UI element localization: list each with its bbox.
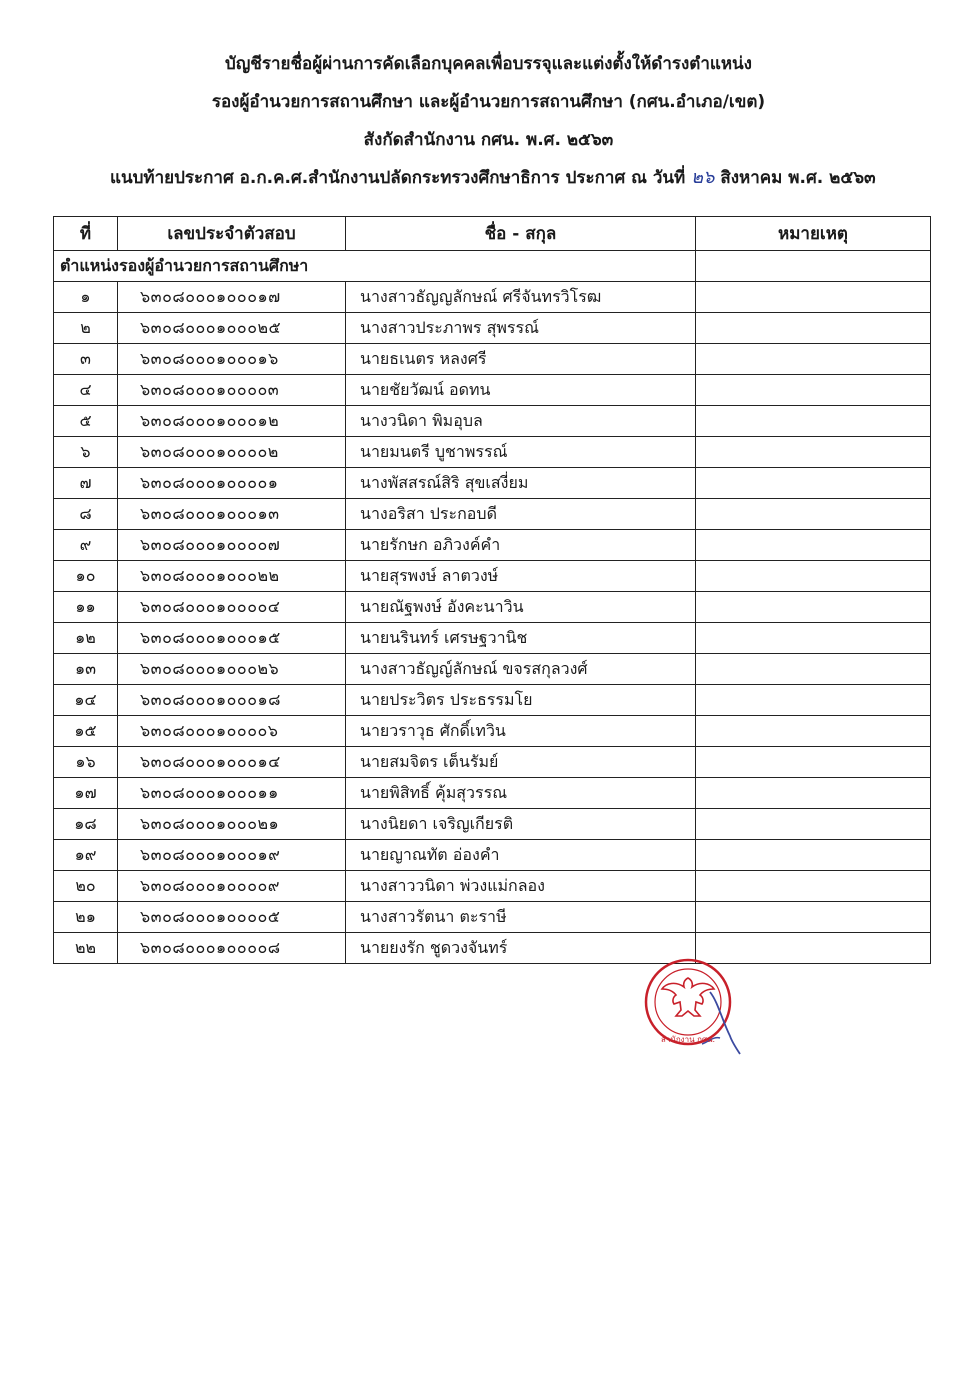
row-number: ๑	[54, 282, 118, 313]
row-remark	[696, 871, 931, 902]
row-remark	[696, 747, 931, 778]
table-row	[54, 685, 931, 716]
row-exam-id: ๖๓๐๘๐๐๐๑๐๐๐๒๕	[118, 313, 346, 344]
row-full-name: นายสุรพงษ์ ลาตวงษ์	[346, 561, 696, 592]
row-exam-id: ๖๓๐๘๐๐๐๑๐๐๐๑๑	[118, 778, 346, 809]
row-number: ๑๘	[54, 809, 118, 840]
row-number: ๑๐	[54, 561, 118, 592]
row-full-name: นายนรินทร์ เศรษฐวานิช	[346, 623, 696, 654]
row-remark	[696, 344, 931, 375]
row-number: ๘	[54, 499, 118, 530]
row-full-name: นายสมจิตร เต็นรัมย์	[346, 747, 696, 778]
candidate-table	[53, 216, 931, 964]
row-remark	[696, 840, 931, 871]
row-exam-id: ๖๓๐๘๐๐๐๑๐๐๐๐๘	[118, 933, 346, 964]
col-header-remark: หมายเหตุ	[696, 217, 931, 251]
row-exam-id: ๖๓๐๘๐๐๐๑๐๐๐๑๙	[118, 840, 346, 871]
table-row	[54, 747, 931, 778]
table-row	[54, 313, 931, 344]
row-exam-id: ๖๓๐๘๐๐๐๑๐๐๐๐๕	[118, 902, 346, 933]
row-full-name: นางอริสา ประกอบดี	[346, 499, 696, 530]
row-full-name: นางสาวธัญญ์ลักษณ์ ขจรสกุลวงศ์	[346, 654, 696, 685]
row-exam-id: ๖๓๐๘๐๐๐๑๐๐๐๑๗	[118, 282, 346, 313]
col-header-name: ชื่อ - สกุล	[346, 217, 696, 251]
row-number: ๑๑	[54, 592, 118, 623]
row-number: ๑๓	[54, 654, 118, 685]
row-full-name: นายมนตรี บูชาพรรณ์	[346, 437, 696, 468]
row-full-name: นางวนิดา พิมอุบล	[346, 406, 696, 437]
row-remark	[696, 778, 931, 809]
row-number: ๑๗	[54, 778, 118, 809]
row-exam-id: ๖๓๐๘๐๐๐๑๐๐๐๐๗	[118, 530, 346, 561]
row-remark	[696, 685, 931, 716]
row-number: ๖	[54, 437, 118, 468]
table-row	[54, 933, 931, 964]
table-row	[54, 809, 931, 840]
row-remark	[696, 902, 931, 933]
row-remark	[696, 809, 931, 840]
row-exam-id: ๖๓๐๘๐๐๐๑๐๐๐๑๕	[118, 623, 346, 654]
row-remark	[696, 654, 931, 685]
row-exam-id: ๖๓๐๘๐๐๐๑๐๐๐๑๓	[118, 499, 346, 530]
row-full-name: นายรักษก อภิวงค์คำ	[346, 530, 696, 561]
table-row	[54, 623, 931, 654]
col-header-exam-id: เลขประจำตัวสอบ	[118, 217, 346, 251]
row-exam-id: ๖๓๐๘๐๐๐๑๐๐๐๐๔	[118, 592, 346, 623]
col-header-number: ที่	[54, 217, 118, 251]
table-row	[54, 282, 931, 313]
row-number: ๕	[54, 406, 118, 437]
announcement-text-after: สิงหาคม พ.ศ. ๒๕๖๓	[714, 168, 876, 188]
row-number: ๑๔	[54, 685, 118, 716]
row-exam-id: ๖๓๐๘๐๐๐๑๐๐๐๑๔	[118, 747, 346, 778]
table-row	[54, 530, 931, 561]
row-remark	[696, 406, 931, 437]
seal-text: สำนักงาน กศน.	[660, 1035, 716, 1044]
row-remark	[696, 375, 931, 406]
garuda-seal-icon	[640, 952, 745, 1062]
table-row	[54, 344, 931, 375]
row-full-name: นายธเนตร หลงศรี	[346, 344, 696, 375]
row-remark	[696, 530, 931, 561]
row-exam-id: ๖๓๐๘๐๐๐๑๐๐๐๑๘	[118, 685, 346, 716]
table-row	[54, 840, 931, 871]
row-full-name: นายณัฐพงษ์ อังคะนาวิน	[346, 592, 696, 623]
row-full-name: นางสาวธัญญลักษณ์ ศรีจันทรวิโรฒ	[346, 282, 696, 313]
announcement-text-before: แนบท้ายประกาศ อ.ก.ค.ศ.สำนักงานปลัดกระทรวงศึกษาธิการ ประกาศ ณ วันที่	[110, 168, 692, 188]
row-full-name: นายชัยวัฒน์ อดทน	[346, 375, 696, 406]
row-number: ๑๒	[54, 623, 118, 654]
row-full-name: นางพัสสรณ์สิริ สุขเสงี่ยม	[346, 468, 696, 499]
row-remark	[696, 437, 931, 468]
row-exam-id: ๖๓๐๘๐๐๐๑๐๐๐๑๒	[118, 406, 346, 437]
table-row	[54, 499, 931, 530]
table-row	[54, 375, 931, 406]
row-number: ๒๑	[54, 902, 118, 933]
section-title: ตำแหน่งรองผู้อำนวยการสถานศึกษา	[54, 251, 696, 282]
table-row	[54, 778, 931, 809]
row-number: ๑๕	[54, 716, 118, 747]
table-row	[54, 716, 931, 747]
table-row	[54, 561, 931, 592]
document-title-line-2: รองผู้อำนวยการสถานศึกษา และผู้อำนวยการสถานศึกษา (กศน.อำเภอ/เขต)	[211, 92, 766, 112]
row-number: ๒	[54, 313, 118, 344]
announcement-reference-line	[110, 162, 890, 191]
row-exam-id: ๖๓๐๘๐๐๐๑๐๐๐๑๖	[118, 344, 346, 375]
row-full-name: นางสาววนิดา พ่วงแม่กลอง	[346, 871, 696, 902]
handwritten-day: ๒๖	[691, 167, 715, 188]
row-number: ๗	[54, 468, 118, 499]
row-full-name: นางสาวรัตนา ตะราษี	[346, 902, 696, 933]
document-title-line-3: สังกัดสำนักงาน กศน. พ.ศ. ๒๕๖๓	[363, 130, 614, 150]
document-title-line-1: บัญชีรายชื่อผู้ผ่านการคัดเลือกบุคคลเพื่อบรรจุและแต่งตั้งให้ดำรงตำแหน่ง	[225, 54, 752, 74]
row-full-name: นายประวิตร ประธรรมโย	[346, 685, 696, 716]
row-remark	[696, 499, 931, 530]
row-exam-id: ๖๓๐๘๐๐๐๑๐๐๐๐๓	[118, 375, 346, 406]
table-row	[54, 592, 931, 623]
row-number: ๙	[54, 530, 118, 561]
table-row	[54, 406, 931, 437]
row-remark	[696, 313, 931, 344]
row-number: ๑๙	[54, 840, 118, 871]
row-full-name: นางนิยดา เจริญเกียรติ	[346, 809, 696, 840]
row-exam-id: ๖๓๐๘๐๐๐๑๐๐๐๒๖	[118, 654, 346, 685]
table-row	[54, 654, 931, 685]
row-number: ๒๐	[54, 871, 118, 902]
row-number: ๔	[54, 375, 118, 406]
row-full-name: นายพิสิทธิ์ คุ้มสุวรรณ	[346, 778, 696, 809]
row-exam-id: ๖๓๐๘๐๐๐๑๐๐๐๐๖	[118, 716, 346, 747]
row-full-name: นายยงรัก ชูดวงจันทร์	[346, 933, 696, 964]
row-full-name: นายวราวุธ ศักดิ์เทวิน	[346, 716, 696, 747]
row-number: ๑๖	[54, 747, 118, 778]
row-remark	[696, 282, 931, 313]
row-exam-id: ๖๓๐๘๐๐๐๑๐๐๐๒๑	[118, 809, 346, 840]
row-remark	[696, 716, 931, 747]
row-remark	[696, 561, 931, 592]
table-row	[54, 902, 931, 933]
table-row	[54, 871, 931, 902]
row-full-name: นางสาวประภาพร สุพรรณ์	[346, 313, 696, 344]
row-remark	[696, 468, 931, 499]
row-exam-id: ๖๓๐๘๐๐๐๑๐๐๐๐๒	[118, 437, 346, 468]
row-remark	[696, 623, 931, 654]
row-exam-id: ๖๓๐๘๐๐๐๑๐๐๐๒๒	[118, 561, 346, 592]
table-row	[54, 437, 931, 468]
table-header-row	[54, 217, 931, 251]
row-number: ๒๒	[54, 933, 118, 964]
row-full-name: นายญาณทัต อ่องคำ	[346, 840, 696, 871]
section-remark-cell	[696, 251, 931, 282]
row-remark	[696, 592, 931, 623]
section-row	[54, 251, 931, 282]
row-exam-id: ๖๓๐๘๐๐๐๑๐๐๐๐๑	[118, 468, 346, 499]
table-row	[54, 468, 931, 499]
row-number: ๓	[54, 344, 118, 375]
row-exam-id: ๖๓๐๘๐๐๐๑๐๐๐๐๙	[118, 871, 346, 902]
